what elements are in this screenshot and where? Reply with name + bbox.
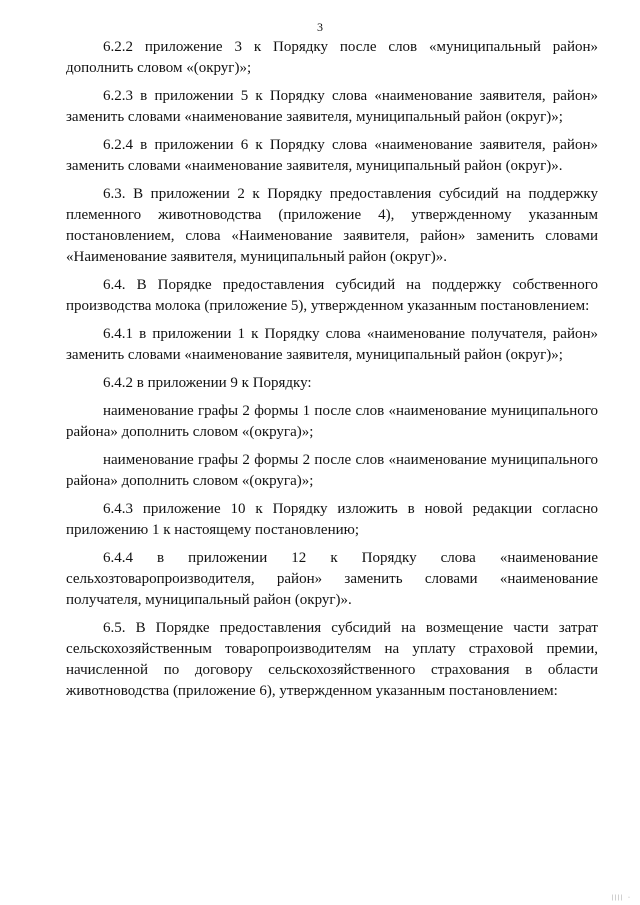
paragraph-6-2-2: 6.2.2 приложение 3 к Порядку после слов «муниципальный район» дополнить словом «(округ)»; xyxy=(66,39,598,76)
paragraph-6-2-3: 6.2.3 в приложении 5 к Порядку слова «наименование заявителя, район» заменить словами «наименование заявителя, муниципальный район (округ)»; xyxy=(66,88,598,125)
paragraph-6-4-4: 6.4.4 в приложении 12 к Порядку слова «наименование сельхозтоваропроизводителя, район» заменить словами «наименование получателя, муниципальный район (округ)». xyxy=(66,550,598,608)
paragraph-6-4: 6.4. В Порядке предоставления субсидий на поддержку собственного производства молока (приложение 5), утвержденном указанным постановлением: xyxy=(66,277,598,314)
paragraph-form-2-column: наименование графы 2 формы 2 после слов «наименование муниципального района» дополнить словом «(округа)»; xyxy=(66,452,598,489)
paragraph-6-5: 6.5. В Порядке предоставления субсидий на возмещение части затрат сельскохозяйственным товаропроизводителям на уплату страховой премии, начисленной по договору сельскохозяйственного страхования в области животноводства (приложение 6), утвержденном указанным постановлением: xyxy=(66,620,598,699)
paragraph-6-4-1: 6.4.1 в приложении 1 к Порядку слова «наименование получателя, район» заменить словами «наименование заявителя, муниципальный район (округ)»; xyxy=(66,326,598,363)
paragraph-6-4-3: 6.4.3 приложение 10 к Порядку изложить в новой редакции согласно приложению 1 к настоящему постановлению; xyxy=(66,501,598,538)
scan-footer-mark: |||| · xyxy=(611,895,632,901)
page-number: 3 xyxy=(317,20,323,34)
paragraph-6-4-2: 6.4.2 в приложении 9 к Порядку: xyxy=(103,375,312,391)
paragraph-form-1-column: наименование графы 2 формы 1 после слов «наименование муниципального района» дополнить словом «(округа)»; xyxy=(66,403,598,440)
paragraph-6-2-4: 6.2.4 в приложении 6 к Порядку слова «наименование заявителя, район» заменить словами «наименование заявителя, муниципальный район (округ)». xyxy=(66,137,598,174)
paragraph-6-3: 6.3. В приложении 2 к Порядку предоставления субсидий на поддержку племенного животноводства (приложение 4), утвержденному указанным постановлением, слова «Наименование заявителя, район» заменить словами «Наименование заявителя, муниципальный район (округ)». xyxy=(66,186,598,265)
document-body xyxy=(66,37,598,709)
